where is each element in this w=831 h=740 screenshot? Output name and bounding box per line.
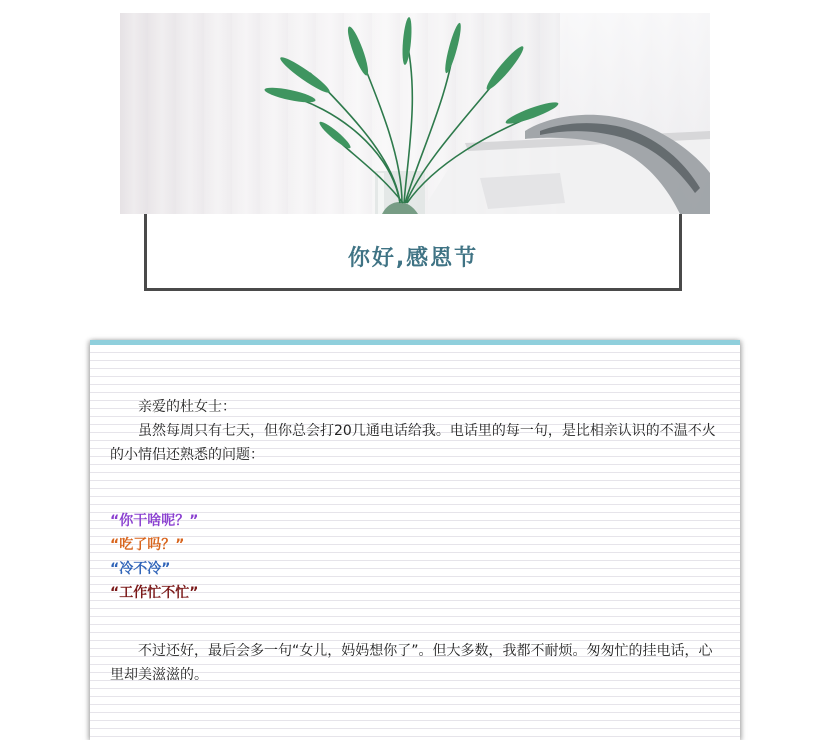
page-title: 你好,感恩节 bbox=[347, 245, 479, 271]
book bbox=[420, 115, 710, 214]
letter-body bbox=[110, 395, 722, 687]
letter-paragraph-1: 虽然每周只有七天，但你总会打20几通电话给我。电话里的每一句，是比相亲认识的不温不火的小情侣还熟悉的问题： bbox=[110, 423, 716, 463]
plant-and-book-illustration bbox=[120, 13, 710, 214]
paragraph-gap bbox=[110, 605, 722, 639]
letter-greeting: 亲爱的杜女士： bbox=[138, 399, 236, 415]
header-photo bbox=[120, 13, 710, 214]
question-item-1: “你干啥呢？” bbox=[110, 513, 199, 529]
question-item-4: “工作忙不忙” bbox=[110, 585, 199, 601]
title-frame bbox=[144, 214, 682, 291]
question-item-3: “冷不冷” bbox=[110, 561, 171, 577]
paragraph-gap bbox=[110, 467, 722, 509]
letter-paragraph-2: 不过还好，最后会多一句“女儿，妈妈想你了”。但大多数，我都不耐烦。匆匆忙的挂电话，心里却美滋滋的。 bbox=[110, 643, 713, 683]
letter-paper bbox=[90, 340, 740, 740]
question-item-2: “吃了吗？” bbox=[110, 537, 185, 553]
